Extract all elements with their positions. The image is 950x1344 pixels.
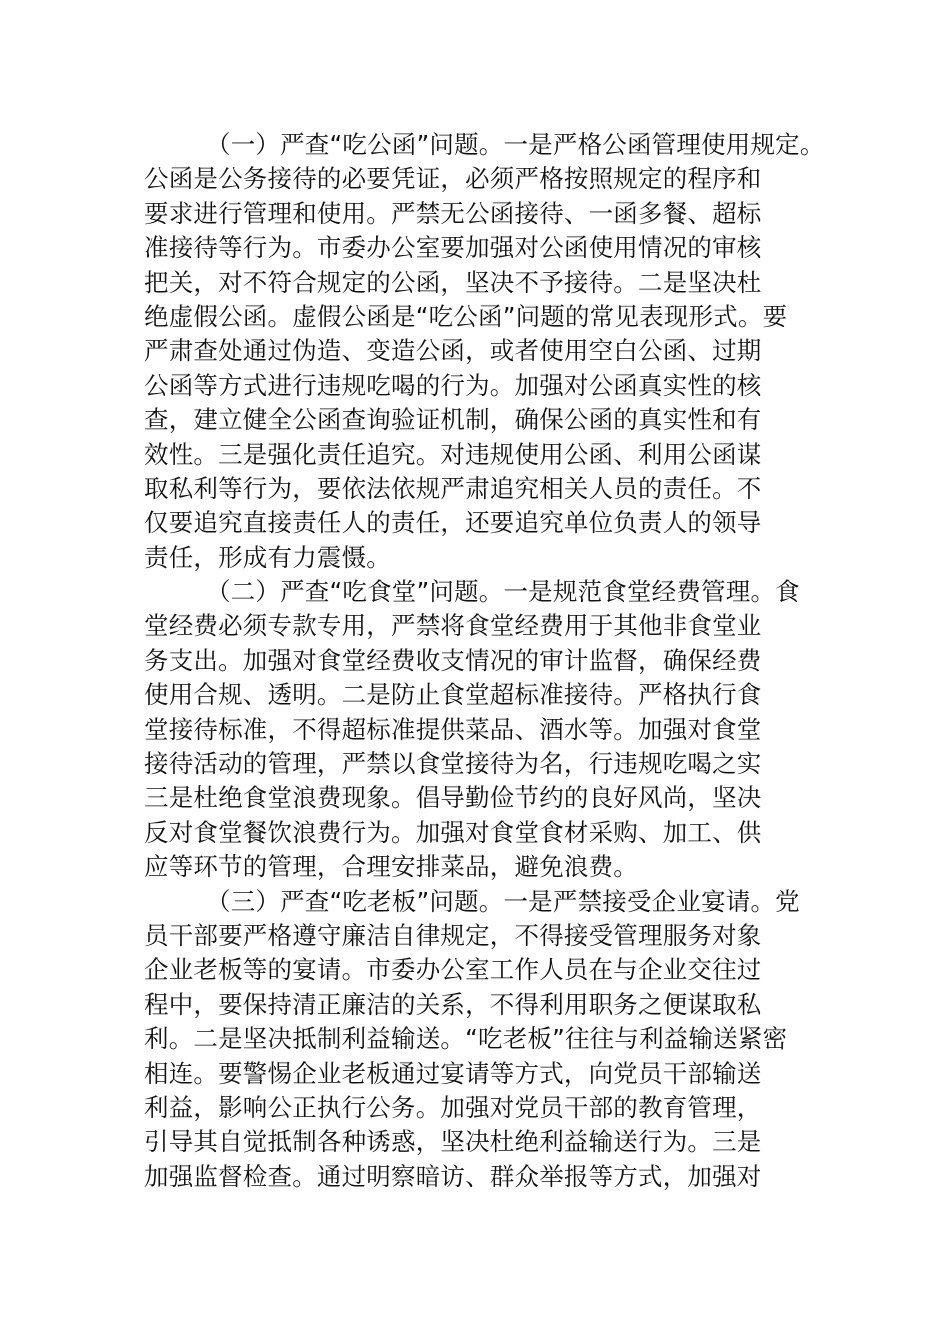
text-line: 加强监督检查。通过明察暗访、群众举报等方式，加强对 bbox=[144, 1161, 762, 1191]
text-line: 反对食堂餐饮浪费行为。加强对食堂食材采购、加工、供 bbox=[144, 817, 762, 847]
text-line: 利。二是坚决抵制利益输送。“吃老板”往往与利益输送紧密 bbox=[144, 1024, 788, 1054]
text-line: 接待活动的管理，严禁以食堂接待为名，行违规吃喝之实 bbox=[144, 749, 762, 779]
text-line: 堂经费必须专款专用，严禁将食堂经费用于其他非食堂业 bbox=[144, 611, 762, 641]
text-line: 企业老板等的宴请。市委办公室工作人员在与企业交往过 bbox=[144, 955, 762, 985]
text-line: 使用合规、透明。二是防止食堂超标准接待。严格执行食 bbox=[144, 680, 762, 710]
text-line: 应等环节的管理，合理安排菜品，避免浪费。 bbox=[144, 852, 638, 882]
text-line: 程中，要保持清正廉洁的关系，不得利用职务之便谋取私 bbox=[144, 989, 762, 1019]
document-body bbox=[144, 128, 825, 1194]
text-line: 员干部要严格遵守廉洁自律规定，不得接受管理服务对象 bbox=[144, 920, 762, 950]
text-line: 准接待等行为。市委办公室要加强对公函使用情况的审核 bbox=[144, 233, 762, 263]
text-line: 绝虚假公函。虚假公函是“吃公函”问题的常见表现形式。要 bbox=[144, 301, 788, 331]
text-line: 引导其自觉抵制各种诱惑，坚决杜绝利益输送行为。三是 bbox=[144, 1127, 762, 1157]
text-line: 公函是公务接待的必要凭证，必须严格按照规定的程序和 bbox=[144, 164, 762, 194]
text-line: 仅要追究直接责任人的责任，还要追究单位负责人的领导 bbox=[144, 508, 762, 538]
text-line: 查，建立健全公函查询验证机制，确保公函的真实性和有 bbox=[144, 405, 762, 435]
text-line: 三是杜绝食堂浪费现象。倡导勤俭节约的良好风尚，坚决 bbox=[144, 783, 762, 813]
text-line: 堂接待标准，不得超标准提供菜品、酒水等。加强对食堂 bbox=[144, 714, 762, 744]
text-line: 取私利等行为，要依法依规严肃追究相关人员的责任。不 bbox=[144, 473, 762, 503]
paragraph-section-1 bbox=[144, 128, 825, 575]
text-line: 把关，对不符合规定的公函，坚决不予接待。二是坚决杜 bbox=[144, 267, 762, 297]
text-line: 利益，影响公正执行公务。加强对党员干部的教育管理， bbox=[144, 1092, 762, 1122]
text-line: 严肃查处通过伪造、变造公函，或者使用空白公函、过期 bbox=[144, 336, 762, 366]
paragraph-section-2 bbox=[144, 575, 806, 885]
text-line: 责任，形成有力震慑。 bbox=[144, 542, 391, 572]
text-line: （一）严查“吃公函”问题。一是严格公函管理使用规定。 bbox=[206, 130, 825, 159]
text-line: （二）严查“吃食堂”问题。一是规范食堂经费管理。食 bbox=[206, 577, 800, 607]
paragraph-section-3 bbox=[144, 885, 806, 1195]
text-line: 相连。要警惕企业老板通过宴请等方式，向党员干部输送 bbox=[144, 1058, 762, 1088]
text-line: 要求进行管理和使用。严禁无公函接待、一函多餐、超标 bbox=[144, 198, 762, 228]
text-line: （三）严查“吃老板”问题。一是严禁接受企业宴请。党 bbox=[206, 886, 800, 916]
text-line: 公函等方式进行违规吃喝的行为。加强对公函真实性的核 bbox=[144, 370, 762, 400]
text-line: 务支出。加强对食堂经费收支情况的审计监督，确保经费 bbox=[144, 645, 762, 675]
text-line: 效性。三是强化责任追究。对违规使用公函、利用公函谋 bbox=[144, 439, 762, 469]
